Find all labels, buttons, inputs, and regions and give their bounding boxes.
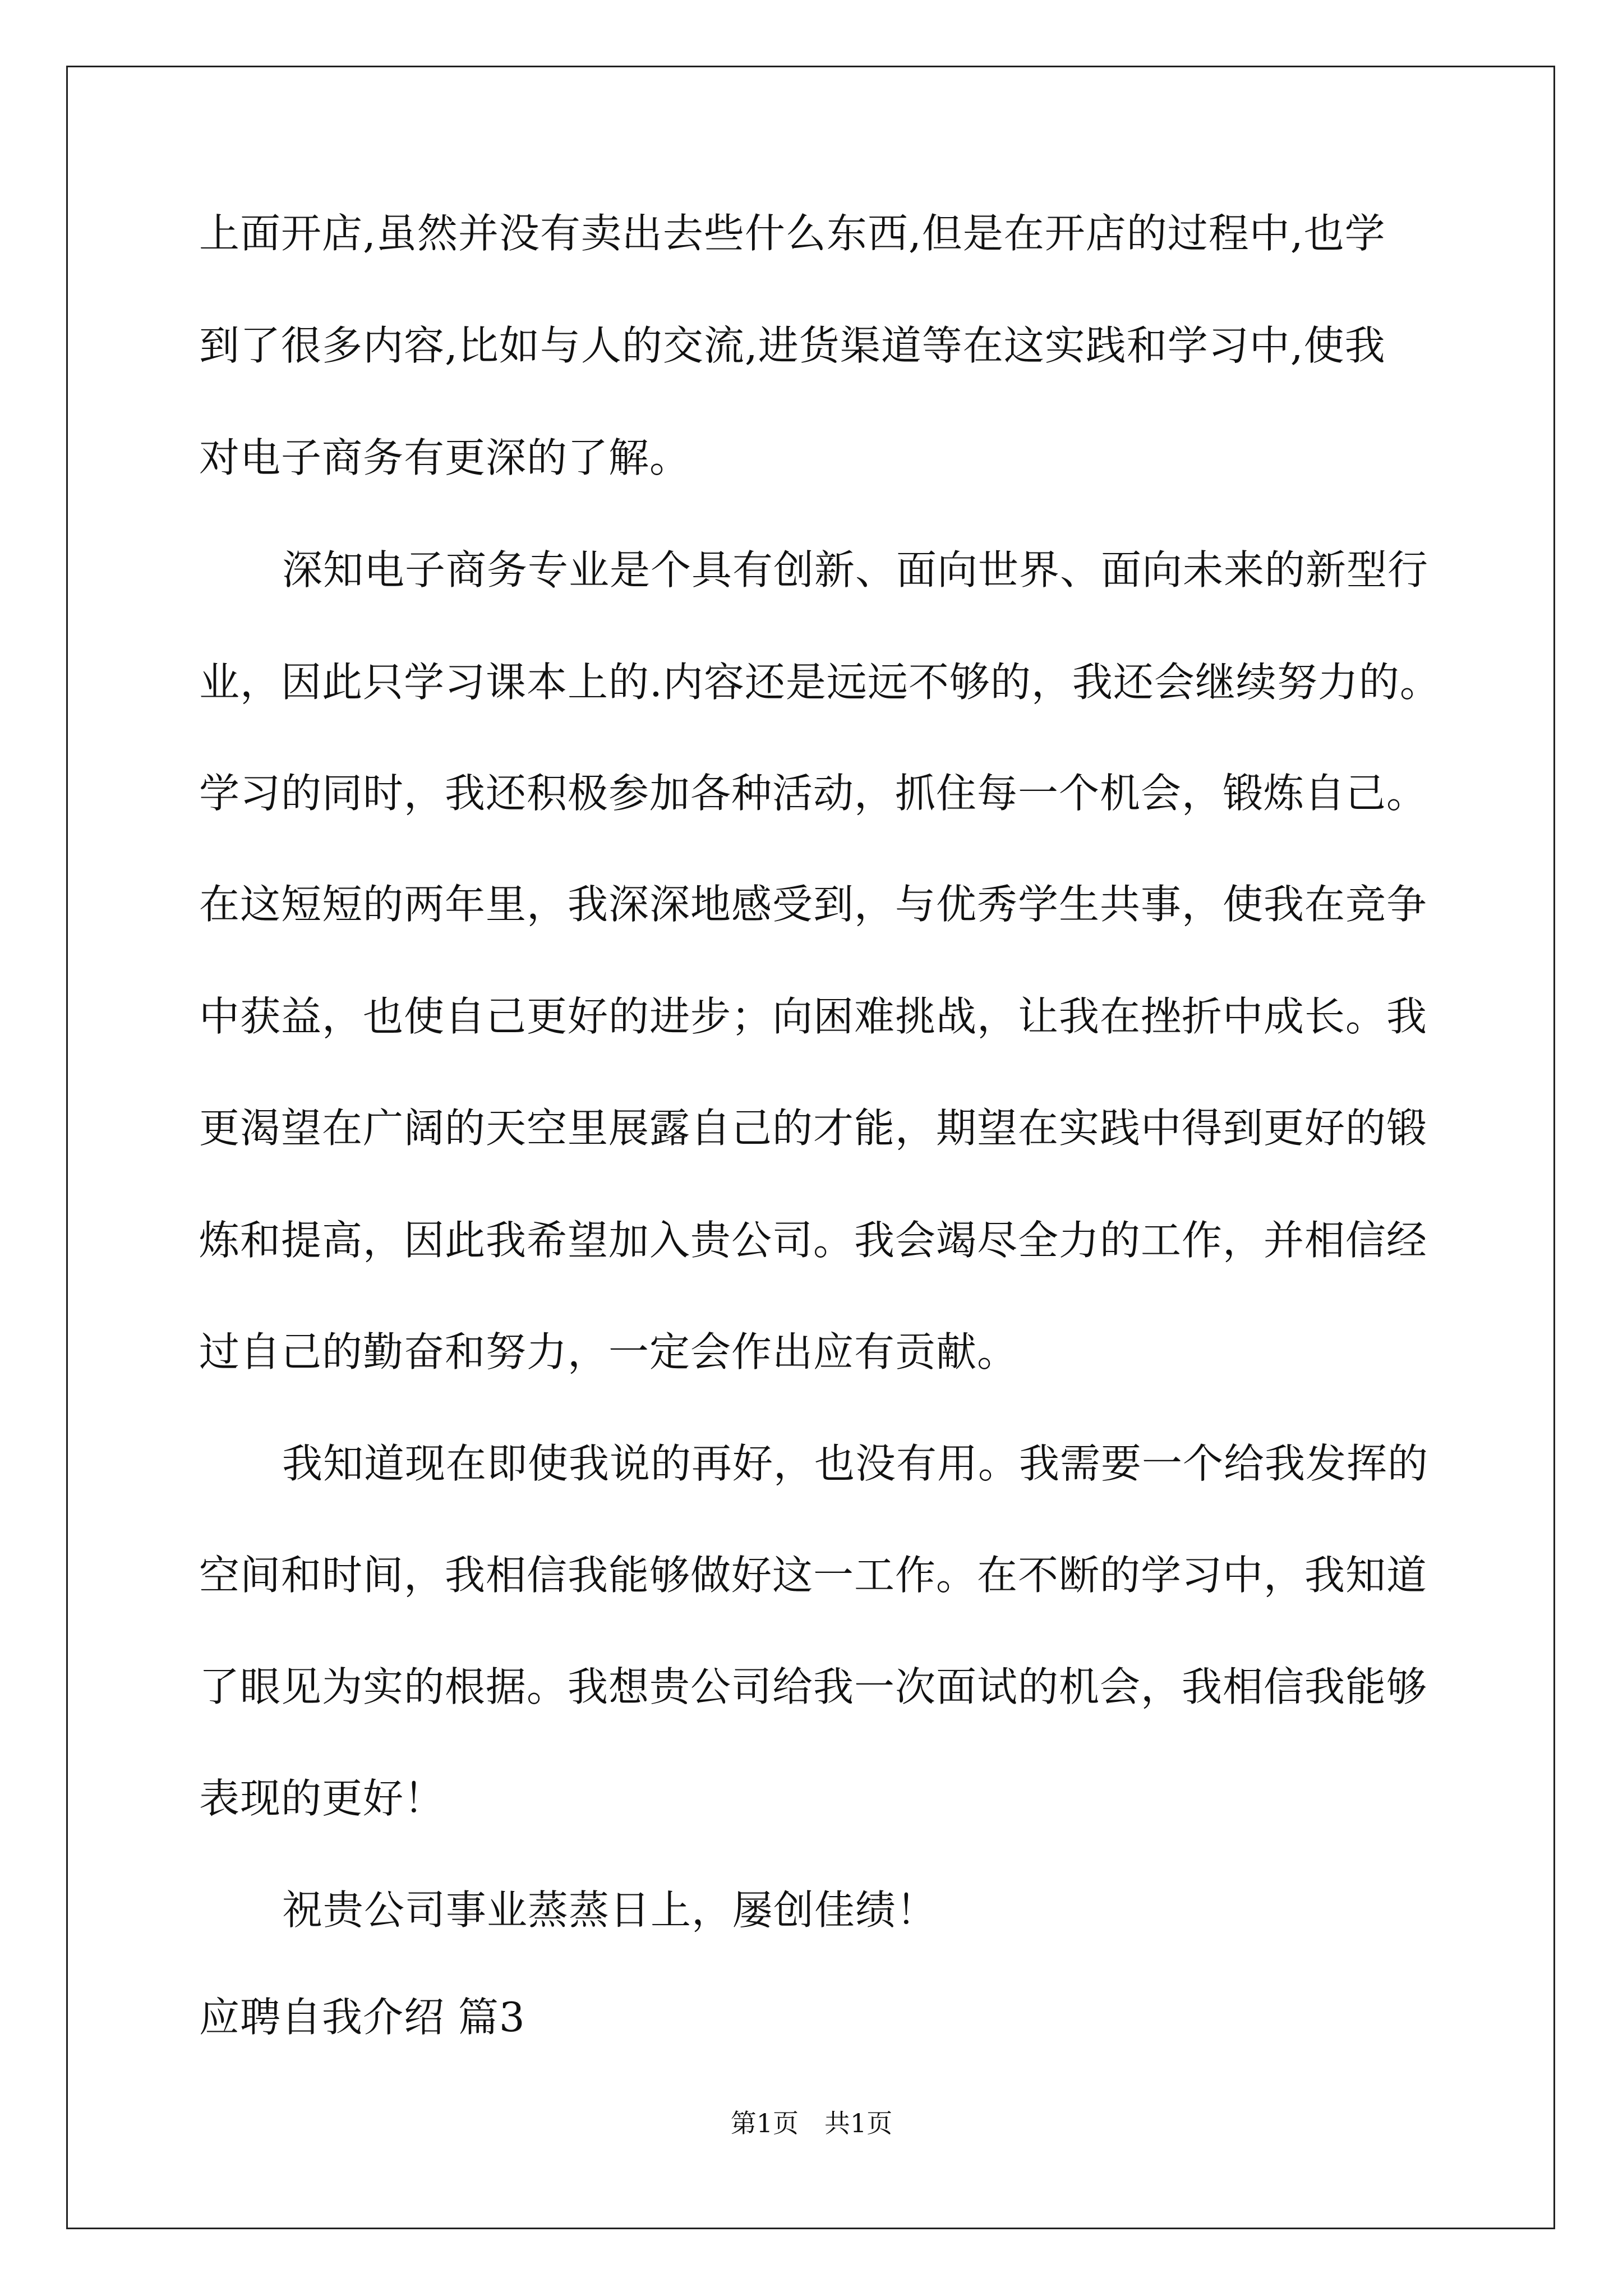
paragraph-3-line-3: 了眼见为实的根据。我想贵公司给我一次面试的机会，我相信我能够 xyxy=(199,1663,1428,1710)
paragraph-3-line-2: 空间和时间，我相信我能够做好这一工作。在不断的学习中，我知道 xyxy=(199,1552,1428,1599)
paragraph-2-line-2: 业，因此只学习课本上的.内容还是远远不够的，我还会继续努力的。 xyxy=(199,659,1441,706)
paragraph-2-line-3: 学习的同时，我还积极参加各种活动，抓住每一个机会，锻炼自己。 xyxy=(199,770,1428,817)
paragraph-3-line-4: 表现的更好！ xyxy=(199,1775,445,1822)
paragraph-2-line-6: 更渴望在广阔的天空里展露自己的才能，期望在实践中得到更好的锻 xyxy=(199,1105,1428,1152)
paragraph-1-line-2: 到了很多内容,比如与人的交流,进货渠道等在这实践和学习中,使我 xyxy=(199,322,1386,369)
section-heading: 应聘自我介绍 篇3 xyxy=(199,1994,525,2041)
paragraph-1-line-1: 上面开店,虽然并没有卖出去些什么东西,但是在开店的过程中,也学 xyxy=(199,210,1386,257)
paragraph-2-line-5: 中获益，也使自己更好的进步；向困难挑战，让我在挫折中成长。我 xyxy=(199,993,1428,1040)
paragraph-2-line-4: 在这短短的两年里，我深深地感受到，与优秀学生共事，使我在竞争 xyxy=(199,881,1428,928)
paragraph-2-line-1: 深知电子商务专业是个具有创新、面向世界、面向未来的新型行 xyxy=(282,546,1429,593)
paragraph-2-line-8: 过自己的勤奋和努力，一定会作出应有贡献。 xyxy=(199,1328,1018,1375)
paragraph-3-line-1: 我知道现在即使我说的再好，也没有用。我需要一个给我发挥的 xyxy=(282,1440,1429,1487)
paragraph-1-line-3: 对电子商务有更深的了解。 xyxy=(199,434,691,481)
paragraph-2-line-7: 炼和提高，因此我希望加入贵公司。我会竭尽全力的工作，并相信经 xyxy=(199,1217,1428,1264)
page-footer: 第1页 共1页 xyxy=(730,2108,893,2138)
paragraph-4-line-1: 祝贵公司事业蒸蒸日上，屡创佳绩！ xyxy=(282,1887,938,1934)
